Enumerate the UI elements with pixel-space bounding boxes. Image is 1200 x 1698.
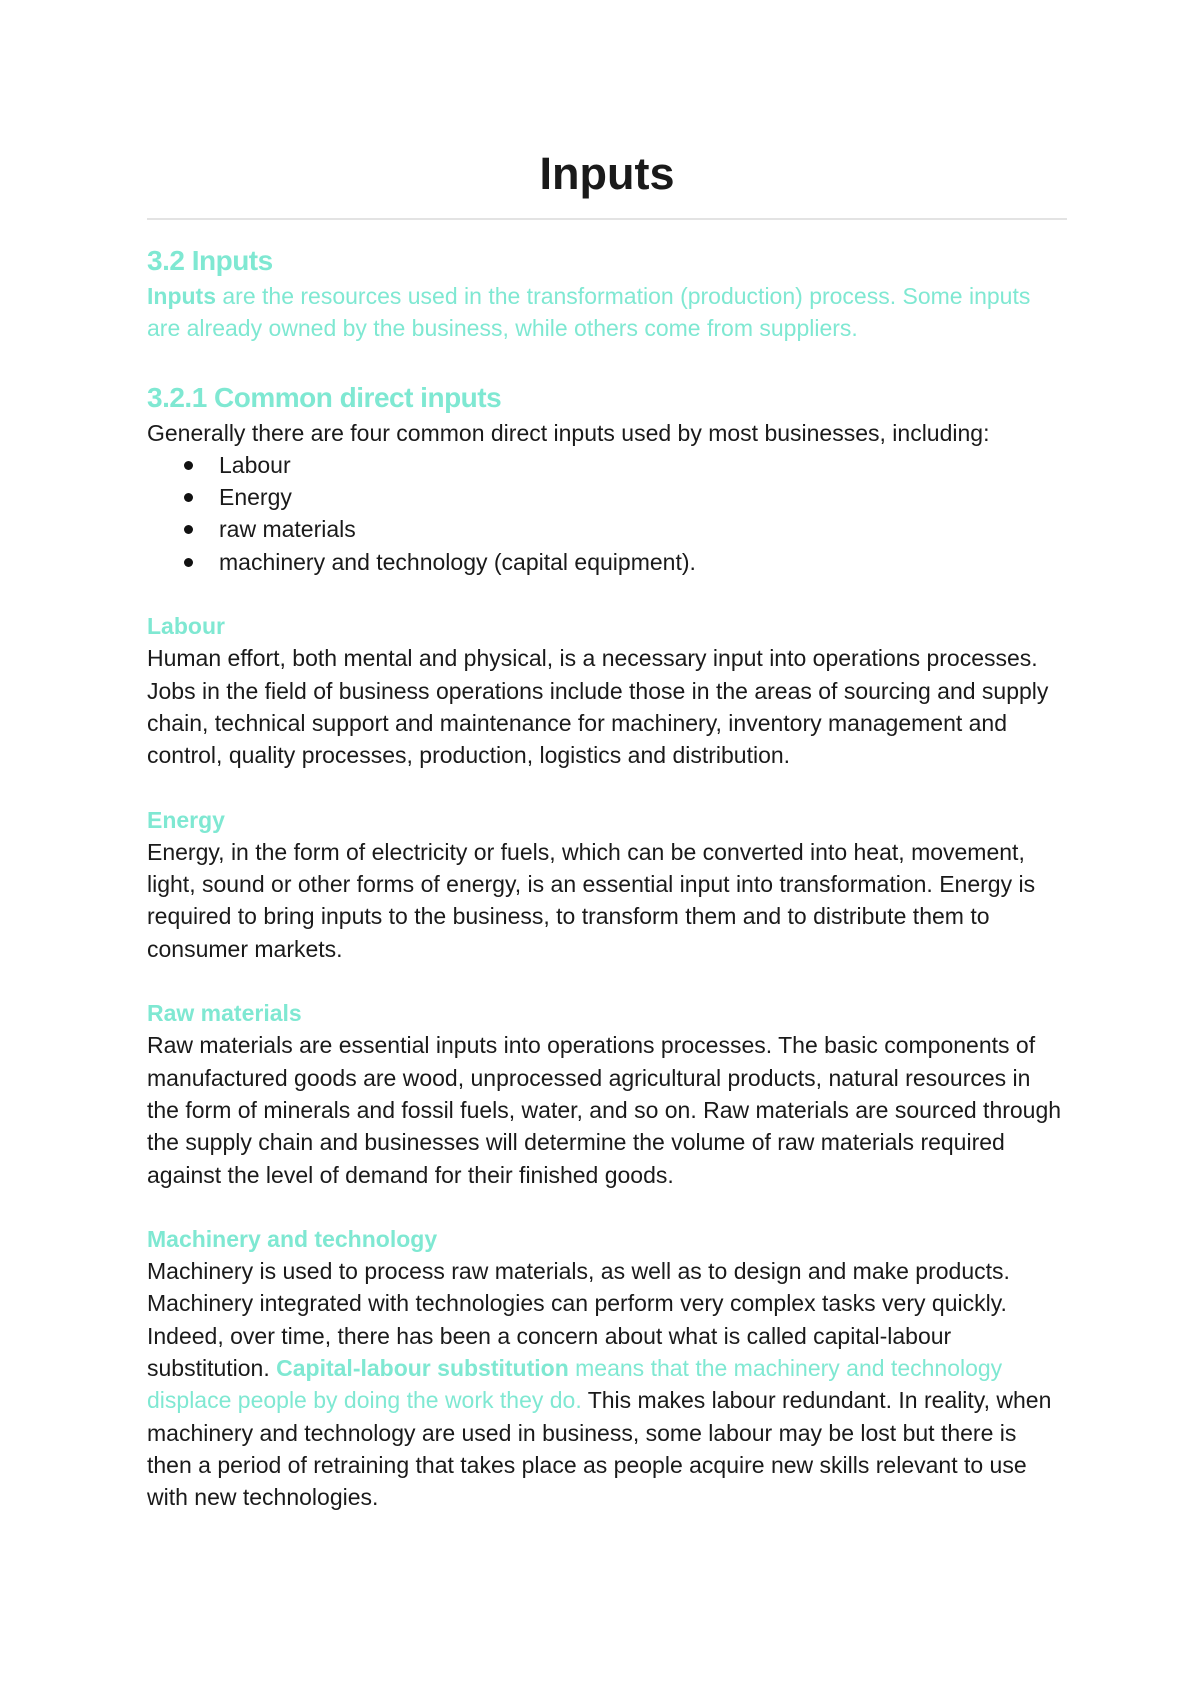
bullet-icon xyxy=(184,525,193,534)
section-intro xyxy=(147,280,1067,345)
bullet-icon xyxy=(184,558,193,567)
bullet-icon xyxy=(184,493,193,502)
list-item xyxy=(147,481,1067,513)
capital-labour-term: Capital-labour substitution xyxy=(276,1355,569,1382)
energy-heading: Energy xyxy=(147,806,225,833)
raw-materials-heading: Raw materials xyxy=(147,1000,302,1027)
list-item-text: machinery and technology (capital equipment). xyxy=(219,548,696,575)
machinery-text-before: Machinery is used to process raw materials, as well as to design and make products. Machinery integrated with technologies can perform very complex tasks very quickly. Indeed, over time, there has been a concern about what is called capital-labour substitution. xyxy=(147,1258,1010,1382)
list-item-text: raw materials xyxy=(219,516,356,543)
raw-materials-paragraph: Raw materials are essential inputs into operations processes. The basic components of manufactured goods are wood, unprocessed agricultural products, natural resources in the form of minerals and fossil fuels, water, and so on. Raw materials are sourced through the supply chain and businesses will determine the volume of raw materials required against the level of demand for their finished goods. xyxy=(147,1032,1062,1188)
list-item xyxy=(147,513,1067,545)
labour-heading: Labour xyxy=(147,613,225,640)
bullet-icon xyxy=(184,461,193,470)
energy-paragraph: Energy, in the form of electricity or fuels, which can be converted into heat, movement, light, sound or other forms of energy, is an essential input into transformation. Energy is required to bring inputs to the business, to transform them and to distribute them to consumer markets. xyxy=(147,838,1036,962)
machinery-heading: Machinery and technology xyxy=(147,1225,438,1252)
intro-text: are the resources used in the transformation (production) process. Some inputs are already owned by the business, while others come from suppliers. xyxy=(147,283,1031,342)
subsection-heading: 3.2.1 Common direct inputs xyxy=(147,381,502,413)
list-item xyxy=(147,449,1067,481)
page-title: Inputs xyxy=(147,140,1067,220)
intro-term: Inputs xyxy=(147,283,216,309)
list-item-text: Energy xyxy=(219,484,292,511)
list-item-text: Labour xyxy=(219,451,291,478)
section-heading: 3.2 Inputs xyxy=(147,245,273,276)
capital-labour-definition: means that the machinery and technology displace people by doing the work they do. xyxy=(147,1355,1003,1414)
inputs-list xyxy=(147,449,1067,578)
machinery-paragraph xyxy=(147,1255,1067,1513)
document-content xyxy=(147,140,1067,1514)
list-item xyxy=(147,546,1067,578)
subsection-lead: Generally there are four common direct inputs used by most businesses, including: xyxy=(147,419,990,446)
labour-paragraph: Human effort, both mental and physical, is a necessary input into operations processes. Jobs in the field of business operations include those in the areas of sourcing and supply chain, technical support and maintenance for machinery, inventory management and control, quality processes, production, logistics and distribution. xyxy=(147,645,1049,769)
machinery-text-after: This makes labour redundant. In reality, when machinery and technology are used in business, some labour may be lost but there is then a period of retraining that takes place as people acquire new skills relevant to use with new technologies. xyxy=(147,1387,1052,1511)
